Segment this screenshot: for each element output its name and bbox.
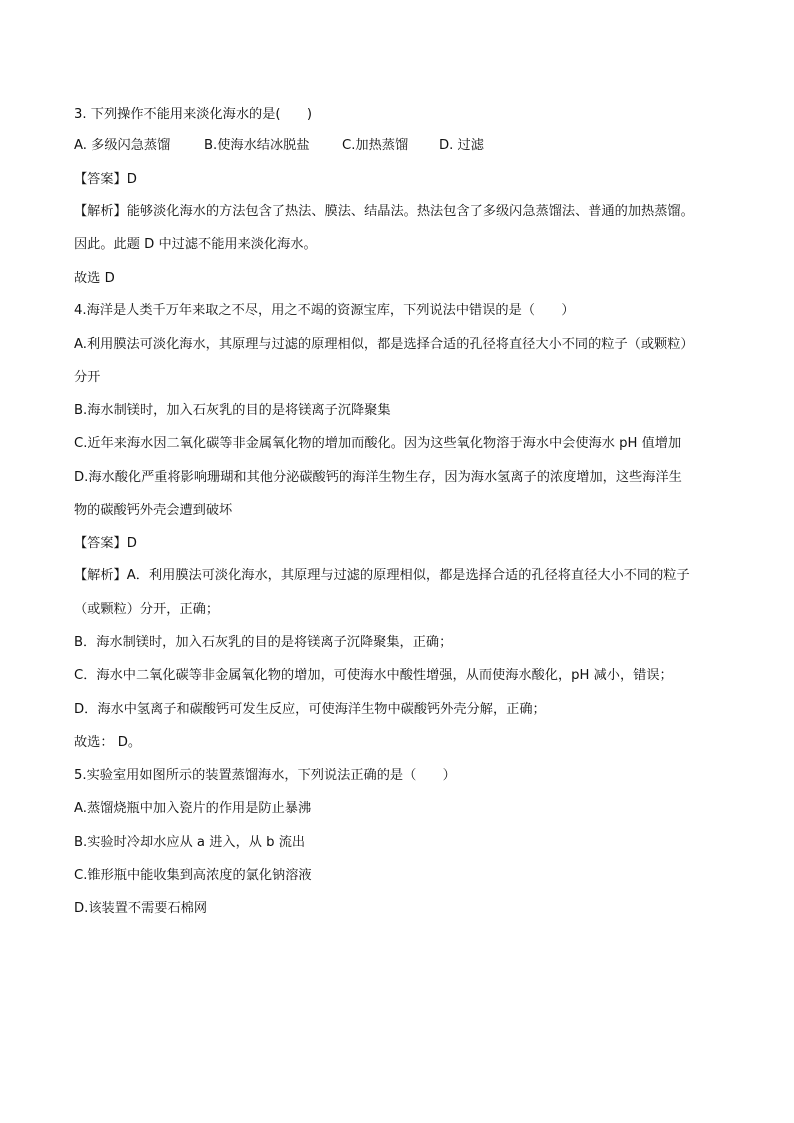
q3-option-a: A. 多级闪急蒸馏 [74,138,171,153]
q4-analysis-line-2: （或颗粒）分开，正确； [74,602,220,617]
q4-answer: 【答案】D [74,536,137,551]
q4-option-c: C.近年来海水因二氧化碳等非金属氧化物的增加而酸化。因为这些氧化物溶于海水中会使海水 pH 值增加 [74,436,682,451]
q4-analysis-line-4: C．海水中二氧化碳等非金属氧化物的增加，可使海水中酸性增强，从而使海水酸化，pH 减小，错误； [74,668,673,683]
q4-conclusion: 故选： D。 [74,735,142,750]
q4-analysis-line-3: B．海水制镁时，加入石灰乳的目的是将镁离子沉降聚集，正确； [74,635,453,650]
q4-option-a-line-2: 分开 [74,370,101,385]
q4-question: 4.海洋是人类千万年来取之不尽，用之不竭的资源宝库，下列说法中错误的是（ ） [74,303,575,318]
q4-analysis-line-5: D．海水中氢离子和碳酸钙可发生反应，可使海洋生物中碳酸钙外壳分解，正确； [74,702,546,717]
q4-option-a-line-1: A.利用膜法可淡化海水，其原理与过滤的原理相似，都是选择合适的孔径将直径大小不同的粒子（或颗粒） [74,337,694,352]
q5-option-b: B.实验时冷却水应从 a 进入，从 b 流出 [74,835,306,850]
q3-analysis-line-1: 【解析】能够淡化海水的方法包含了热法、膜法、结晶法。热法包含了多级闪急蒸馏法、普通的加热蒸馏。 [74,204,694,219]
q5-option-c: C.锥形瓶中能收集到高浓度的氯化钠溶液 [74,868,312,883]
q4-analysis-line-1: 【解析】A．利用膜法可淡化海水，其原理与过滤的原理相似，都是选择合适的孔径将直径大小不同的粒子 [74,568,690,583]
q3-options [74,137,714,155]
q4-option-b: B.海水制镁时，加入石灰乳的目的是将镁离子沉降聚集 [74,403,391,418]
q3-question: 3. 下列操作不能用来淡化海水的是( ) [74,107,313,122]
q4-option-d-line-2: 物的碳酸钙外壳会遭到破坏 [74,503,233,518]
q5-option-a: A.蒸馏烧瓶中加入瓷片的作用是防止暴沸 [74,801,312,816]
q3-option-b: B.使海水结冰脱盐 [204,138,310,153]
q5-question: 5.实验室用如图所示的装置蒸馏海水，下列说法正确的是（ ） [74,768,456,783]
q3-conclusion: 故选 D [74,271,115,286]
q4-option-d-line-1: D.海水酸化严重将影响珊瑚和其他分泌碳酸钙的海洋生物生存，因为海水氢离子的浓度增加，这些海洋生 [74,470,682,485]
q3-option-d: D. 过滤 [439,138,484,153]
q5-option-d: D.该装置不需要石棉网 [74,901,208,916]
q3-analysis-line-2: 因此。此题 D 中过滤不能用来淡化海水。 [74,237,317,252]
q3-answer: 【答案】D [74,172,137,187]
q3-option-c: C.加热蒸馏 [342,138,409,153]
